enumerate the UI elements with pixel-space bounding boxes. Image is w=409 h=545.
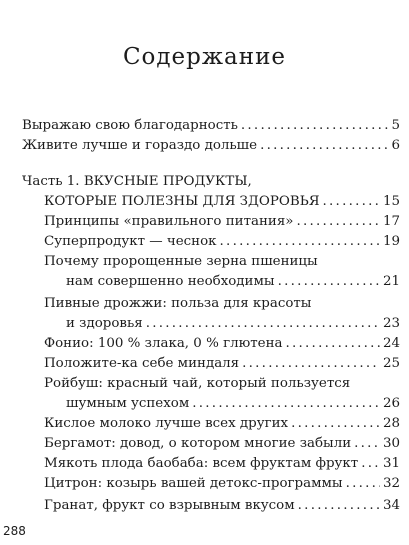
dot-leader: [242, 354, 380, 374]
page-title: Содержание: [122, 44, 287, 70]
toc-entry: [66, 272, 400, 292]
toc-entry-title: Бергамот: довод, о котором многие забыли: [44, 436, 352, 451]
dot-leader: [361, 454, 380, 474]
dot-leader: [291, 414, 380, 434]
toc-entry-page: 24: [382, 336, 400, 351]
toc-entry: [66, 394, 400, 414]
toc-entry-title: Суперпродукт — чеснок: [44, 234, 217, 249]
dot-leader: [354, 434, 380, 454]
toc-entry-title-line1: Ройбуш: красный чай, который пользуется: [44, 376, 351, 391]
dot-leader: [346, 474, 380, 494]
page-number: 288: [3, 524, 26, 538]
toc-entry-page: 25: [382, 356, 400, 371]
dot-leader: [146, 314, 380, 334]
toc-entry-title: Живите лучше и гораздо дольше: [22, 138, 258, 153]
part-heading-line2: КОТОРЫЕ ПОЛЕЗНЫ ДЛЯ ЗДОРОВЬЯ: [44, 194, 320, 209]
dot-leader: [220, 232, 380, 252]
toc-entry-page: 21: [382, 274, 400, 289]
toc-entry-title: Принципы «правильного питания»: [44, 214, 294, 229]
toc-entry: [66, 314, 400, 334]
toc-entry: [44, 212, 400, 232]
toc-entry-page: 32: [382, 476, 400, 491]
toc-entry-page: 6: [391, 138, 400, 153]
dot-leader: [323, 192, 380, 212]
toc-entry-page: 17: [382, 214, 400, 229]
toc-entry: [22, 136, 400, 156]
toc-entry: [22, 116, 400, 136]
part-heading: [44, 192, 400, 212]
toc-entry-title: и здоровья: [66, 316, 143, 331]
toc-entry-title: Положите-ка себе миндаля: [44, 356, 240, 371]
toc-entry-title: шумным успехом: [66, 396, 190, 411]
toc-entry-title: нам совершенно необходимы: [66, 274, 275, 289]
toc-entry: [44, 354, 400, 374]
dot-leader: [298, 496, 380, 516]
toc-entry-title: Гранат, фрукт со взрывным вкусом: [44, 498, 295, 513]
part-heading-page: 15: [382, 194, 400, 209]
toc-entry: [44, 474, 400, 494]
toc-entry-title: Цитрон: козырь вашей детокс-программы: [44, 476, 343, 491]
toc-entry-title: Выражаю свою благодарность: [22, 118, 238, 133]
toc-entry: [44, 232, 400, 252]
dot-leader: [241, 116, 389, 136]
dot-leader: [296, 212, 379, 232]
toc-entry-page: 28: [382, 416, 400, 431]
part-heading-line1: Часть 1. ВКУСНЫЕ ПРОДУКТЫ,: [22, 174, 252, 189]
toc-entry-page: 26: [382, 396, 400, 411]
toc-entry-title-line1: Пивные дрожжи: польза для красоты: [44, 296, 312, 311]
toc-entry-page: 23: [382, 316, 400, 331]
toc-entry-title: Фонио: 100 % злака, 0 % глютена: [44, 336, 283, 351]
toc-entry-title: Мякоть плода баобаба: всем фруктам фрукт: [44, 456, 359, 471]
toc-entry: [44, 434, 400, 454]
toc-entry: [44, 334, 400, 354]
toc-entry-page: 34: [382, 498, 400, 513]
dot-leader: [260, 136, 388, 156]
toc-entry-title: Кислое молоко лучше всех других: [44, 416, 289, 431]
dot-leader: [192, 394, 380, 414]
toc-entry-page: 5: [391, 118, 400, 133]
toc-entry-page: 31: [382, 456, 400, 471]
toc-entry-page: 30: [382, 436, 400, 451]
toc-entry: [44, 496, 400, 516]
toc-entry: [44, 454, 400, 474]
toc-entry: [44, 414, 400, 434]
dot-leader: [278, 272, 380, 292]
toc-entry-title-line1: Почему пророщенные зерна пшеницы: [44, 254, 318, 269]
dot-leader: [286, 334, 380, 354]
toc-entry-page: 19: [382, 234, 400, 249]
